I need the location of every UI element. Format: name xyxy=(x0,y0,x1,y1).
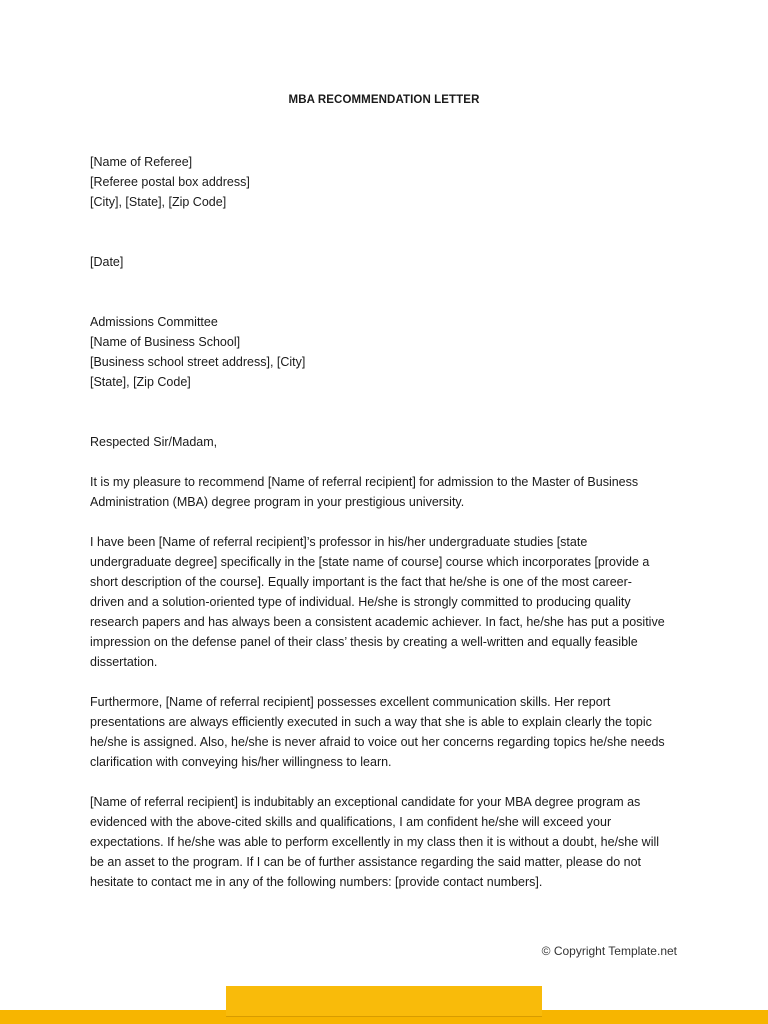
paragraph-line: he/she is assigned. Also, he/she is never afraid to voice out her concerns regarding topics he/she needs xyxy=(90,735,665,749)
paragraph-line: research papers and has always been a consistent academic achiever. In fact, he/she has put a positive xyxy=(90,615,665,629)
paragraph-line: be an asset to the program. If I can be of further assistance regarding the said matter, please do not xyxy=(90,855,642,869)
paragraph-line: presentations are always efficiently executed in such a way that she is able to explain clearly the topic xyxy=(90,715,652,729)
paragraph-line: I have been [Name of referral recipient]’s professor in his/her undergraduate studies [state xyxy=(90,535,588,549)
paragraph-line: clarification with conveying his/her willingness to learn. xyxy=(90,755,392,769)
page-title: MBA RECOMMENDATION LETTER xyxy=(288,94,480,106)
recipient-school-name: [Name of Business School] xyxy=(90,335,241,349)
paragraph-communication xyxy=(90,692,670,772)
paragraph-line: hesitate to contact me in any of the following numbers: [provide contact numbers]. xyxy=(90,875,543,889)
paragraph-line: evidenced with the above-cited skills and qualifications, I am confident he/she will exceed your xyxy=(90,815,612,829)
paragraph-line: dissertation. xyxy=(90,655,158,669)
recipient-street-address: [Business school street address], [City] xyxy=(90,355,306,369)
paragraph-closing xyxy=(90,792,670,892)
paragraph-academics xyxy=(90,532,670,672)
paragraph-line: impression on the defense panel of their class’ thesis by creating a well-written and equally feasible xyxy=(90,635,638,649)
referee-city-state-zip: [City], [State], [Zip Code] xyxy=(90,195,227,209)
paragraph-line: [Name of referral recipient] is indubitably an exceptional candidate for your MBA degree program as xyxy=(90,795,641,809)
referee-address: [Referee postal box address] xyxy=(90,175,250,189)
recipient-state-zip: [State], [Zip Code] xyxy=(90,375,191,389)
copyright-notice: © Copyright Template.net xyxy=(541,944,677,958)
referee-name: [Name of Referee] xyxy=(90,155,193,169)
recipient-committee: Admissions Committee xyxy=(90,315,218,329)
paragraph-line: undergraduate degree] specifically in the [state name of course] course which incorporates [provide a xyxy=(90,555,650,569)
letter-date: [Date] xyxy=(90,255,124,269)
paragraph-line: expectations. If he/she was able to perform excellently in my class then it is without a doubt, he/she will xyxy=(90,835,660,849)
paragraph-line: It is my pleasure to recommend [Name of referral recipient] for admission to the Master of Business xyxy=(90,475,639,489)
paragraph-line: Furthermore, [Name of referral recipient] possesses excellent communication skills. Her report xyxy=(90,695,611,709)
paragraph-line: driven and a solution-oriented type of individual. He/she is strongly committed to producing quality xyxy=(90,595,631,609)
paragraph-line: Administration (MBA) degree program in your prestigious university. xyxy=(90,495,465,509)
paragraph-line: short description of the course]. Equally important is the fact that he/she is one of the most career- xyxy=(90,575,632,589)
salutation: Respected Sir/Madam, xyxy=(90,435,218,449)
paragraph-intro xyxy=(90,472,670,512)
footer-accent-tab xyxy=(226,986,542,1017)
